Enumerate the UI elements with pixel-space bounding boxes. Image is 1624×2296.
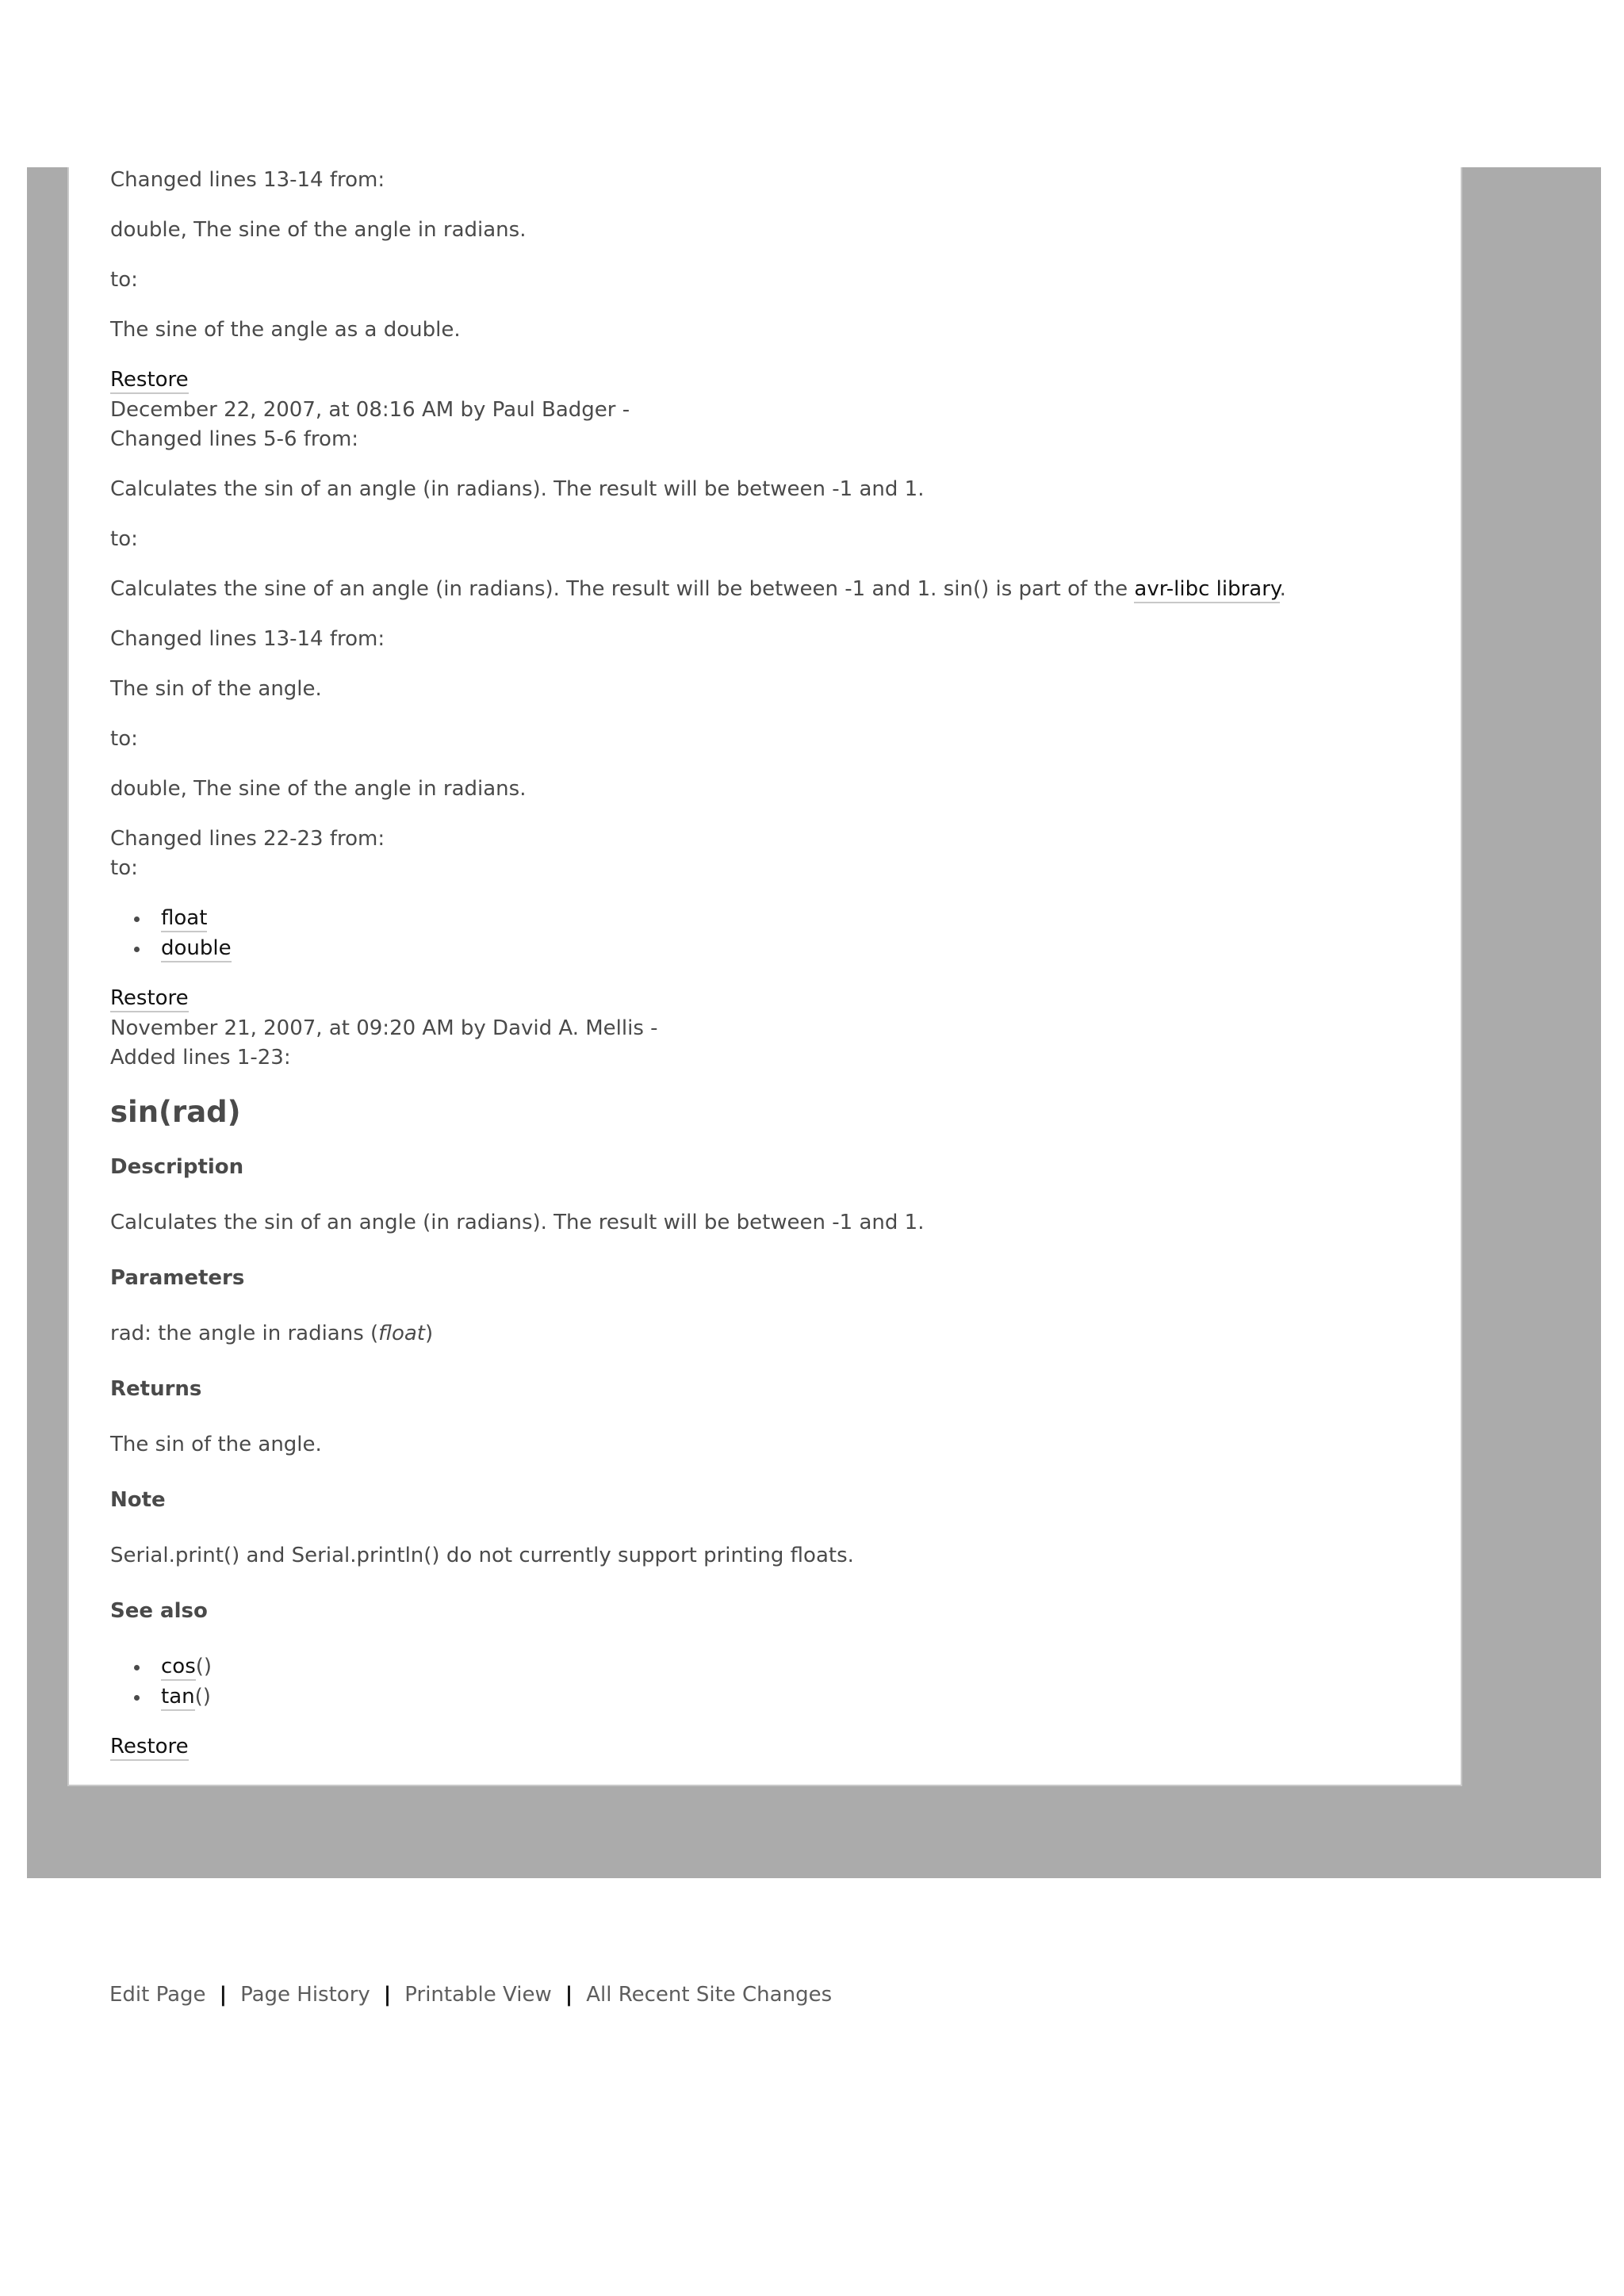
diff-header: Changed lines 22-23 from: (110, 827, 385, 851)
content-panel (67, 167, 1462, 1786)
list-item (82, 1652, 212, 1682)
edit-page-link[interactable]: Edit Page (109, 1983, 206, 2007)
footer-separator: | (219, 1983, 228, 2007)
restore-revision-3 (110, 1732, 189, 1762)
returns-text: The sin of the angle. (110, 1433, 322, 1456)
note-text: Serial.print() and Serial.println() do not currently support printing floats. (110, 1544, 854, 1567)
diff-new-text (110, 575, 1286, 605)
printable-view-link[interactable]: Printable View (404, 1983, 552, 2007)
diff-new-text-prefix: Calculates the sine of an angle (in radians). The result will be between -1 and 1. sin() is part of the (110, 577, 1135, 601)
see-also-list (82, 1652, 212, 1712)
restore-revision-1 (110, 365, 189, 396)
restore-revision-2 (110, 984, 189, 1014)
diff-old-text: double, The sine of the angle in radians. (110, 218, 527, 242)
page-title: sin(rad) (110, 1095, 241, 1129)
footer-separator: | (565, 1983, 573, 2007)
diff-old-text: Calculates the sin of an angle (in radians). The result will be between -1 and 1. (110, 477, 925, 501)
diff-old-text: The sin of the angle. (110, 677, 322, 701)
page-actions-footer (109, 1983, 832, 2007)
diff-header: Changed lines 5-6 from: (110, 427, 359, 451)
list-item (82, 904, 232, 934)
page-frame (27, 167, 1601, 2007)
revision-meta: December 22, 2007, at 08:16 AM by Paul Badger - (110, 398, 630, 422)
param-suffix: ) (425, 1322, 434, 1345)
page-history-link[interactable]: Page History (240, 1983, 370, 2007)
revision-meta: November 21, 2007, at 09:20 AM by David A. Mellis - (110, 1016, 658, 1040)
cos-link[interactable]: cos (161, 1655, 196, 1681)
diff-header: Changed lines 13-14 from: (110, 168, 385, 192)
diff-new-text-suffix: . (1279, 577, 1286, 601)
returns-heading: Returns (110, 1377, 202, 1401)
description-text: Calculates the sin of an angle (in radians). The result will be between -1 and 1. (110, 1211, 925, 1234)
diff-header: Changed lines 13-14 from: (110, 627, 385, 651)
diff-new-text: double, The sine of the angle in radians. (110, 777, 527, 801)
restore-link[interactable]: Restore (110, 1735, 189, 1761)
diff-to-label: to: (110, 727, 138, 751)
cos-parens: () (195, 1655, 213, 1678)
tan-link[interactable]: tan (161, 1685, 195, 1711)
float-link[interactable]: float (161, 906, 207, 932)
diff-header: Added lines 1-23: (110, 1046, 291, 1070)
parameters-heading: Parameters (110, 1266, 245, 1290)
type-list (82, 904, 232, 963)
diff-to-label: to: (110, 527, 138, 551)
restore-link[interactable]: Restore (110, 986, 189, 1012)
list-item (82, 1682, 212, 1712)
restore-link[interactable]: Restore (110, 368, 189, 394)
description-heading: Description (110, 1155, 244, 1179)
parameters-text (110, 1319, 433, 1349)
diff-to-label: to: (110, 856, 138, 880)
see-also-heading: See also (110, 1599, 208, 1623)
param-type: float (378, 1322, 426, 1345)
diff-new-text: The sine of the angle as a double. (110, 318, 461, 342)
footer-separator: | (383, 1983, 392, 2007)
double-link[interactable]: double (161, 936, 232, 962)
diff-to-label: to: (110, 268, 138, 292)
list-item (82, 934, 232, 964)
avr-libc-link[interactable]: avr-libc library (1134, 577, 1279, 603)
note-heading: Note (110, 1488, 166, 1512)
tan-parens: () (194, 1684, 211, 1709)
all-recent-site-changes-link[interactable]: All Recent Site Changes (586, 1983, 833, 2007)
param-prefix: rad: the angle in radians ( (110, 1322, 379, 1345)
